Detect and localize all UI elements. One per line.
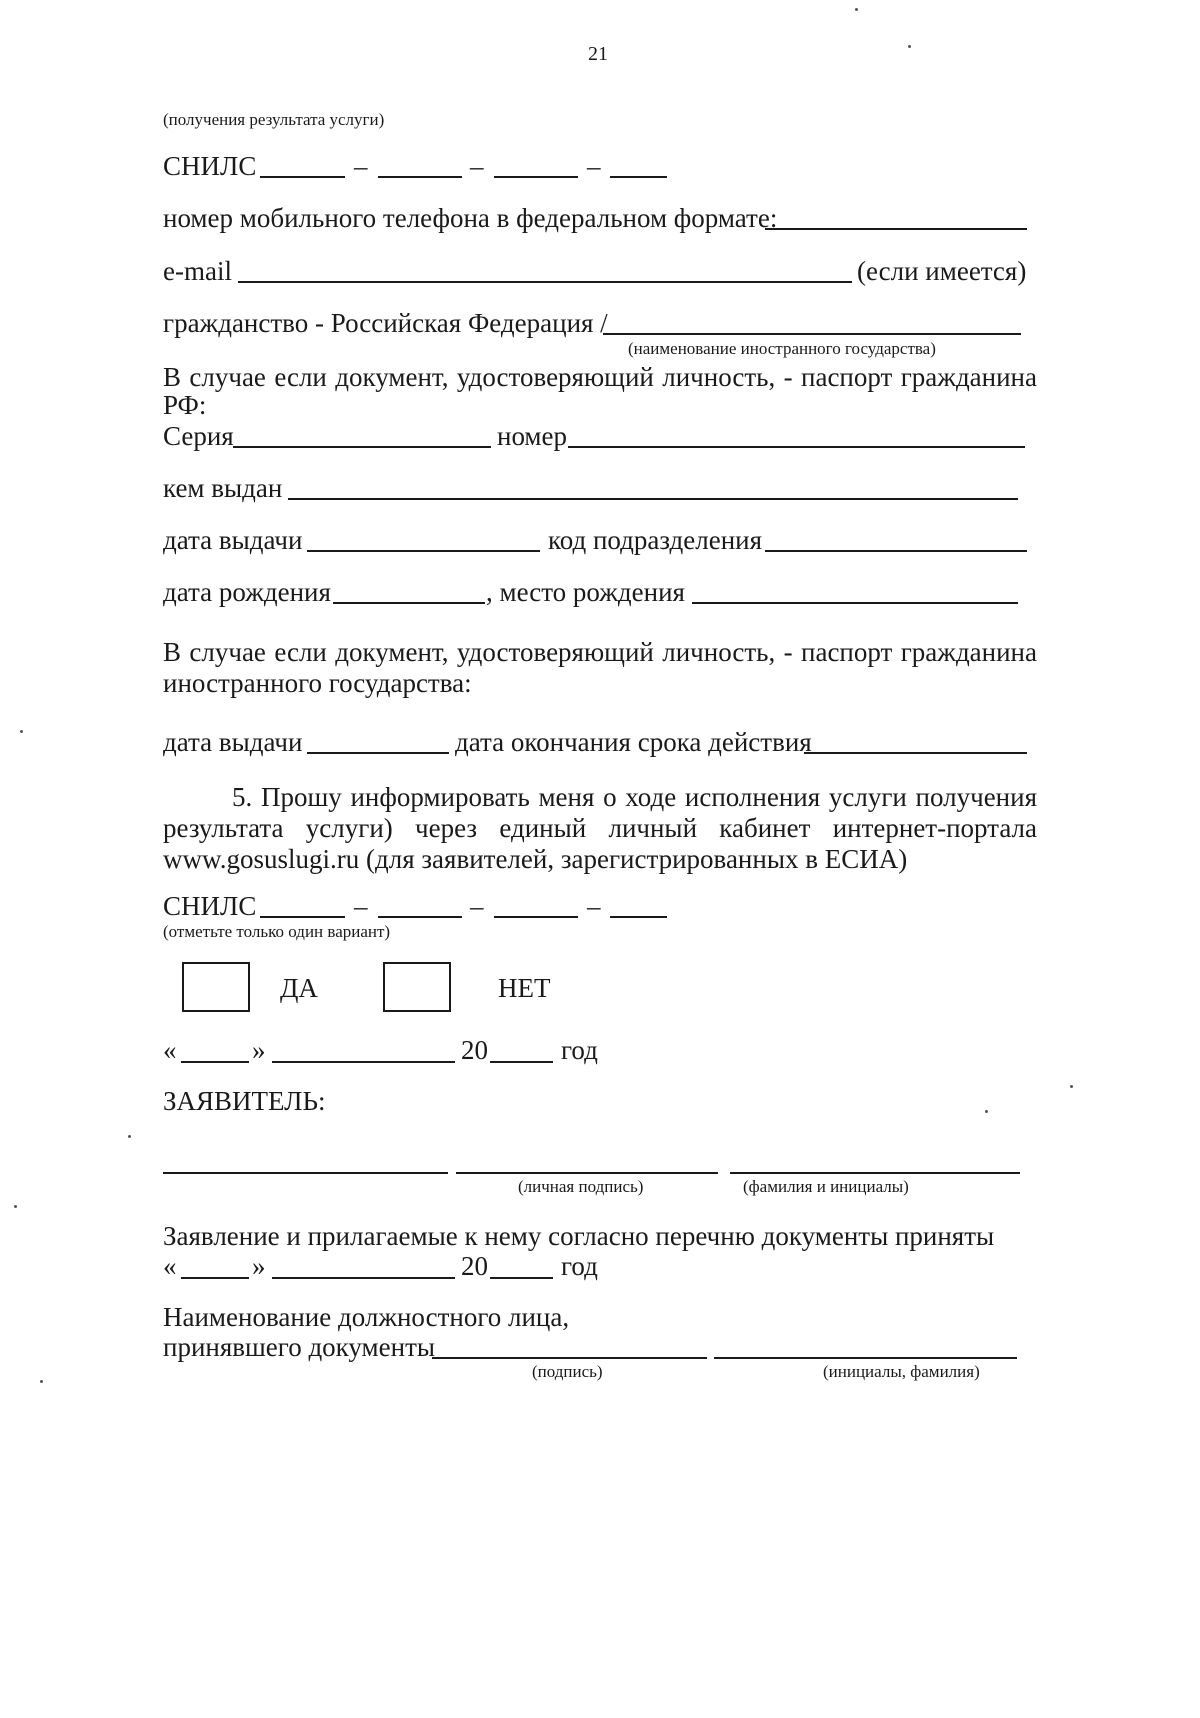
citizenship-label: гражданство - Российская Федерация / (163, 308, 608, 338)
snils-dash: – (470, 891, 484, 921)
scan-speckle (855, 8, 858, 11)
applicant-label: ЗАЯВИТЕЛЬ: (163, 1086, 326, 1116)
foreign-passport-line2: иностранного государства: (163, 668, 472, 698)
foreign-passport-line1: В случае если документ, удостоверяющий личность, - паспорт гражданина (163, 637, 1037, 667)
year-label: год (561, 1251, 598, 1281)
snils-field-4[interactable] (610, 176, 667, 178)
issued-by-label: кем выдан (163, 473, 283, 503)
applicant-position-field[interactable] (163, 1172, 448, 1174)
birth-place-label: , место рождения (486, 577, 685, 607)
foreign-issue-date-label: дата выдачи (163, 727, 303, 757)
official-line2: принявшего документы (163, 1332, 436, 1362)
scan-speckle (128, 1135, 131, 1138)
quote-close: » (252, 1035, 266, 1065)
top-caption: (получения результата услуги) (163, 110, 385, 129)
foreign-state-field[interactable] (603, 333, 1021, 335)
accepted-line: Заявление и прилагаемые к нему согласно перечню документы приняты (163, 1221, 995, 1251)
email-field[interactable] (238, 281, 852, 283)
snils-field-2[interactable] (378, 176, 462, 178)
choose-one-caption: (отметьте только один вариант) (163, 922, 391, 941)
year-field[interactable] (490, 1061, 553, 1063)
accepted-year-field[interactable] (490, 1277, 553, 1279)
accepted-month-field[interactable] (272, 1277, 455, 1279)
number-label: номер (497, 421, 568, 451)
snils-dash: – (354, 151, 368, 181)
applicant-signature-field[interactable] (456, 1172, 718, 1174)
snils-field-3[interactable] (494, 176, 578, 178)
snils-field-1[interactable] (260, 176, 345, 178)
phone-field[interactable] (765, 228, 1027, 230)
day-field[interactable] (181, 1061, 249, 1063)
no-checkbox[interactable] (383, 962, 451, 1012)
scan-speckle (40, 1380, 43, 1383)
email-label: e-mail (163, 256, 232, 286)
birth-date-field[interactable] (333, 602, 485, 604)
quote-open: « (163, 1251, 177, 1281)
snils-label: СНИЛС (163, 891, 257, 921)
name-caption: (фамилия и инициалы) (743, 1177, 909, 1196)
yes-label: ДА (280, 973, 318, 1003)
dept-code-label: код подразделения (548, 525, 763, 555)
number-field[interactable] (568, 446, 1025, 448)
item5-line2: результата услуги) через единый личный кабинет интернет-портала (163, 813, 1037, 843)
official-name-field[interactable] (714, 1357, 1017, 1359)
official-line1: Наименование должностного лица, (163, 1302, 570, 1332)
phone-label: номер мобильного телефона в федеральном формате: (163, 203, 778, 233)
issued-by-field[interactable] (288, 498, 1018, 500)
century-text: 20 (461, 1251, 488, 1281)
expiry-field[interactable] (804, 752, 1027, 754)
snils-dash: – (587, 891, 601, 921)
foreign-state-caption: (наименование иностранного государства) (628, 339, 936, 358)
year-label: год (561, 1035, 598, 1065)
applicant-name-field[interactable] (730, 1172, 1020, 1174)
snils2-field-4[interactable] (610, 916, 667, 918)
birth-date-label: дата рождения (163, 577, 331, 607)
expiry-label: дата окончания срока действия (455, 727, 812, 757)
snils2-field-1[interactable] (260, 916, 345, 918)
scan-speckle (14, 1205, 17, 1208)
initials-caption: (инициалы, фамилия) (823, 1362, 980, 1381)
rf-passport-line2: РФ: (163, 390, 207, 420)
month-field[interactable] (272, 1061, 455, 1063)
scan-speckle (1070, 1085, 1073, 1088)
foreign-issue-date-field[interactable] (307, 752, 449, 754)
birth-place-field[interactable] (692, 602, 1018, 604)
century-text: 20 (461, 1035, 488, 1065)
snils2-field-3[interactable] (494, 916, 578, 918)
series-field[interactable] (233, 446, 491, 448)
rf-passport-line1: В случае если документ, удостоверяющий личность, - паспорт гражданина (163, 362, 1037, 392)
scan-speckle (985, 1110, 988, 1113)
snils-dash: – (587, 151, 601, 181)
scan-speckle (908, 45, 911, 48)
item5-line3: www.gosuslugi.ru (для заявителей, зарегистрированных в ЕСИА) (163, 844, 908, 874)
snils-label: СНИЛС (163, 151, 257, 181)
sign-caption: (подпись) (532, 1362, 603, 1381)
email-suffix: (если имеется) (857, 256, 1027, 286)
snils-dash: – (470, 151, 484, 181)
yes-checkbox[interactable] (182, 962, 250, 1012)
scan-speckle (20, 730, 23, 733)
official-signature-field[interactable] (432, 1357, 707, 1359)
quote-open: « (163, 1035, 177, 1065)
accepted-day-field[interactable] (181, 1277, 249, 1279)
issue-date-field[interactable] (307, 550, 540, 552)
quote-close: » (252, 1251, 266, 1281)
snils-dash: – (354, 891, 368, 921)
page-number: 21 (588, 43, 608, 65)
item5-line1: 5. Прошу информировать меня о ходе исполнения услуги получения (232, 782, 1037, 812)
dept-code-field[interactable] (765, 550, 1027, 552)
snils2-field-2[interactable] (378, 916, 462, 918)
no-label: НЕТ (498, 973, 551, 1003)
issue-date-label: дата выдачи (163, 525, 303, 555)
series-label: Серия (163, 421, 234, 451)
signature-caption: (личная подпись) (518, 1177, 644, 1196)
